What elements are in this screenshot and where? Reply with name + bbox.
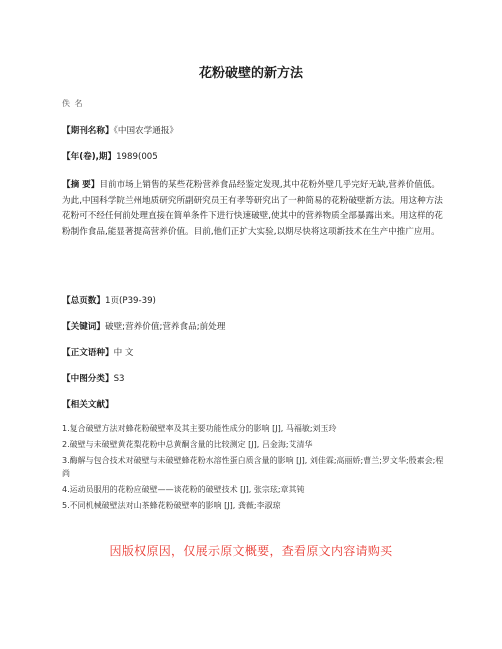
language-label: 【正文语种】 (62, 348, 114, 358)
classification-value: S3 (113, 374, 125, 384)
pages-field (62, 294, 447, 309)
year-field (62, 150, 447, 165)
year-label: 【年(卷),期】 (62, 152, 117, 162)
related-item[interactable]: 2.破壁与未破壁黄花梨花粉中总黄酮含量的比较测定 [J], 吕金海;艾清华 (62, 440, 313, 449)
abstract-value: 目前市场上销售的某些花粉营养食品经鉴定发现,其中花粉外壁几乎完好无缺,营养价值低。为此,中国科学院兰州地质研究所副研究员王有孝等研究出了一种简易的花粉破壁新方法。用这种方法花粉可不经任何前处理直接在简单条件下进行快速破壁,使其中的营养物质全部暴露出来。用这样的花粉制作食品,能显著提高营养价值。目前,他们正扩大实验,以期尽快将这项新技术在生产中推广应用。 (62, 180, 443, 237)
keywords-field (62, 320, 447, 335)
abstract-field (62, 178, 447, 240)
keywords-label: 【关键词】 (62, 322, 105, 332)
abstract-label: 【摘 要】 (62, 180, 100, 190)
year-value: 1989(005 (116, 152, 158, 162)
journal-label: 【期刊名称】 (62, 126, 114, 136)
classification-field (62, 372, 447, 387)
document-title: 花粉破壁的新方法 (198, 66, 303, 81)
related-list (62, 422, 447, 515)
keywords-value: 破壁;营养价值;营养食品;前处理 (104, 322, 226, 332)
pages-label: 【总页数】 (62, 296, 105, 306)
language-value: 中 文 (113, 348, 134, 358)
related-heading: 【相关文献】 (62, 400, 114, 410)
related-item[interactable]: 5.不同机械破壁法对山茶蜂花粉破壁率的影响 [J], 龚薇;李淑琼 (62, 501, 281, 510)
pages-value: 1页(P39-39) (104, 296, 156, 306)
journal-value: 《中国农学通报》 (113, 126, 179, 136)
classification-label: 【中图分类】 (62, 374, 114, 384)
copyright-banner[interactable]: 因版权原因，仅展示原文概要，查看原文内容请购买 (109, 544, 393, 558)
language-field (62, 346, 447, 361)
related-item[interactable]: 1.复合破壁方法对蜂花粉破壁率及其主要功能性成分的影响 [J], 马福敏;刘玉玲 (62, 424, 337, 433)
author: 佚 名 (62, 99, 84, 108)
journal-field (62, 124, 447, 139)
related-item[interactable]: 4.运动员服用的花粉应破壁——谈花粉的破壁技术 [J], 张宗玹;章其钝 (62, 485, 305, 494)
related-item[interactable]: 3.酶解与包合技术对破壁与未破壁蜂花粉水溶性蛋白质含量的影响 [J], 刘佳霖;高丽娇;曹兰;罗文华;殷素会;程尚 (62, 456, 444, 478)
